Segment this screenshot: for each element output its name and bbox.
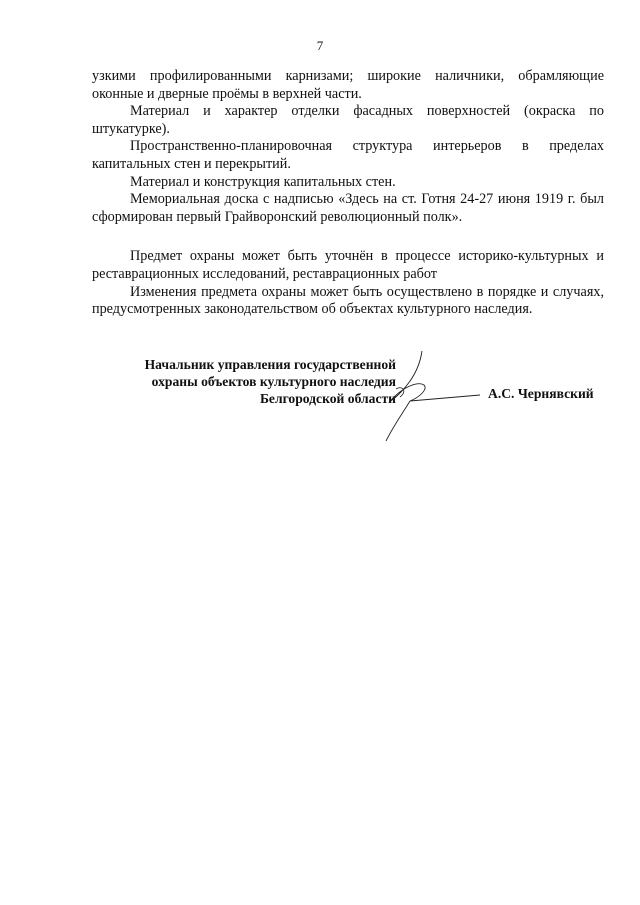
document-body [92,68,604,319]
page-number: 7 [316,38,324,53]
paragraph-protection-subject: Предмет охраны может быть уточнён в процессе историко-культурных и реставрационных исследований, реставрационных работ [92,248,604,282]
paragraph-cornices: узкими профилированными карнизами; широкие наличники, обрамляющие оконные и дверные проёмы в верхней части. [92,68,604,102]
paragraph-walls-material: Материал и конструкция капитальных стен. [130,173,396,190]
paragraph-facade-finish: Материал и характер отделки фасадных поверхностей (окраска по штукатурке). [92,103,604,137]
signatory-title [96,356,396,407]
paragraph-memorial-plaque: Мемориальная доска с надписью «Здесь на ст. Готня 24-27 июня 1919 г. был сформирован первый Грайворонский революционный полк». [92,191,604,225]
signatory-title-line: Белгородской области [259,391,396,406]
paragraph-interior-structure: Пространственно-планировочная структура интерьеров в пределах капитальных стен и перекрытий. [92,138,604,172]
signatory-name: А.С. Чернявский [488,386,594,401]
paragraph-changes: Изменения предмета охраны может быть осуществлено в порядке и случаях, предусмотренных законодательством об объектах культурного наследия. [92,283,604,318]
signatory-title-line: охраны объектов культурного наследия [151,374,396,389]
handwritten-signature [370,345,490,445]
signatory-title-line: Начальник управления государственной [144,357,396,372]
